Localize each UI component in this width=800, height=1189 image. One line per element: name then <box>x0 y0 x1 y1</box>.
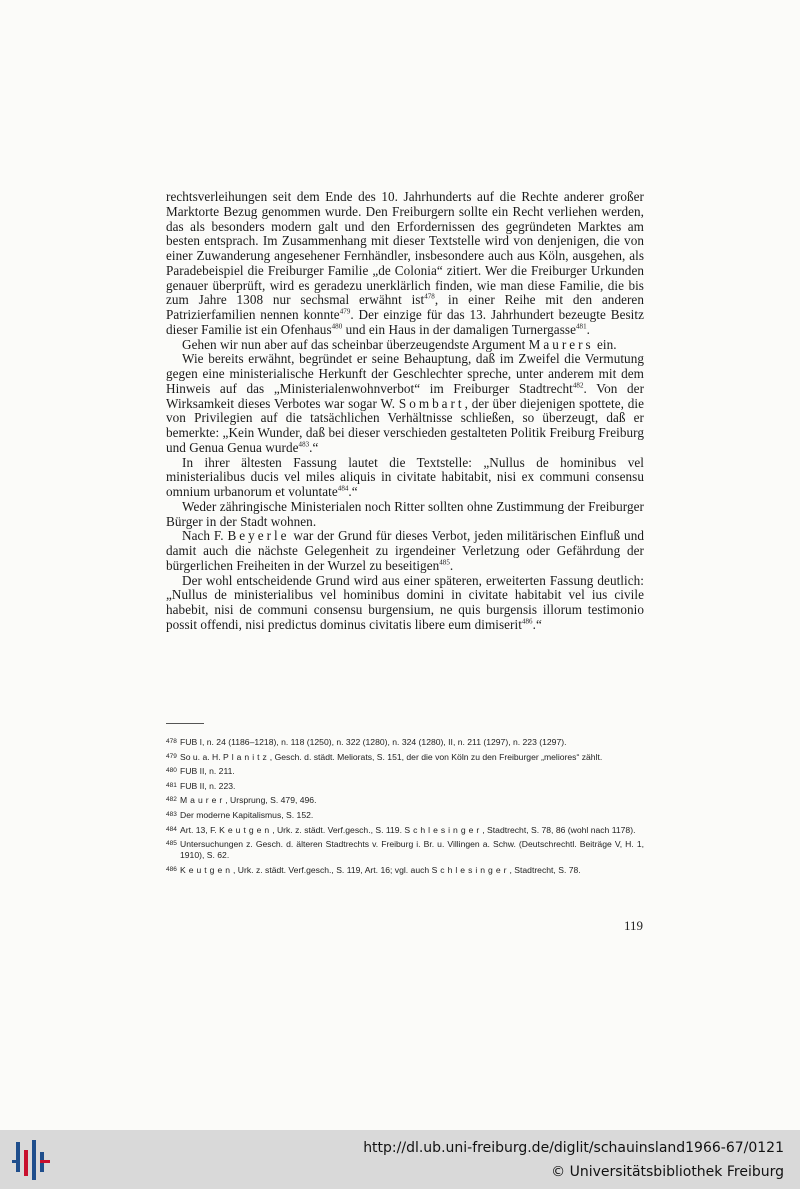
text-run: . <box>586 321 590 337</box>
footnote-reference[interactable]: 485 <box>439 558 450 567</box>
text-run: , in einer Reihe mit den anderen Patrizierfamilien nennen konnte <box>166 292 644 322</box>
viewer-footer-bar <box>0 1130 800 1189</box>
footnote-text <box>180 839 644 861</box>
text-run: war der Grund für dieses Verbot, jeden militärischen Einfluß und damit auch die nächste Gelegenheit zu irgendeiner Verletzung oder Gefährdung der bürgerlichen Freiheiten in der Wurzel zu beseitigen <box>166 528 644 573</box>
spaced-author-name: Keutgen <box>219 824 273 835</box>
text-run: .“ <box>532 616 542 632</box>
footnote-number: 481 <box>166 781 177 789</box>
footnote-item <box>166 781 644 792</box>
text-run: , Stadtrecht, S. 78, 86 (wohl nach 1178). <box>482 824 636 835</box>
footnote-item <box>166 737 644 748</box>
footnote-divider <box>166 723 204 724</box>
text-run: , Gesch. d. städt. Meliorats, S. 151, der die von Köln zu den Freiburger „meliores“ zählt. <box>269 751 603 762</box>
footnote-text <box>180 781 644 792</box>
footnote-text <box>180 737 644 748</box>
spaced-author-name: Sombart <box>398 395 465 411</box>
main-body-text <box>166 190 644 633</box>
text-run: , der über diejenigen spottete, die von Privilegien auf die tatsächlichen Verhältnisse schließen, so überzeugt, daß er bemerkte: „Kein Wunder, daß bei dieser verschieden gestalteten Politik Freiburg Freiburg und Genua Genua wurde <box>166 395 644 455</box>
text-run: , Urk. z. städt. Verf.gesch., S. 119. <box>272 824 405 835</box>
ub-freiburg-logo-icon[interactable] <box>10 1138 54 1182</box>
footnote-number: 485 <box>166 840 177 848</box>
text-run: Weder zähringische Ministerialen noch Ritter sollten ohne Zustimmung der Freiburger Bürger in der Stadt wohnen. <box>166 498 644 529</box>
footnotes-section <box>166 737 644 879</box>
body-paragraph <box>166 456 644 500</box>
text-run: . <box>449 557 454 573</box>
text-run: .“ <box>348 484 358 499</box>
footnote-text <box>180 810 644 821</box>
footnote-reference[interactable]: 483 <box>298 440 310 449</box>
footnote-text <box>180 825 644 836</box>
text-run: , Ursprung, S. 479, 496. <box>225 795 317 806</box>
footnote-number: 484 <box>166 825 177 833</box>
footnote-number: 486 <box>166 865 177 873</box>
footnote-reference[interactable]: 481 <box>575 322 587 331</box>
text-run: und ein Haus in der damaligen Turnergasse <box>342 321 576 337</box>
spaced-author-name: Maurer <box>180 795 226 806</box>
text-run: . Von der Wirksamkeit dieses Verbotes war sogar W. <box>166 380 645 411</box>
body-paragraph <box>166 529 644 573</box>
footnote-text <box>180 865 644 876</box>
footnote-item <box>166 766 644 777</box>
copyright-notice: © Universitätsbibliothek Freiburg <box>551 1164 784 1180</box>
text-run: In ihrer ältesten Fassung lautet die Textstelle: „Nullus de hominibus vel ministerialibus ducis vel miles aliquis in civitate habitabit, nisi ex communi consensu omnium urbanorum et voluntate <box>166 454 644 499</box>
text-run: So u. a. H. <box>180 751 223 762</box>
footnote-item <box>166 795 644 806</box>
text-run: .“ <box>309 439 319 455</box>
footnote-text <box>180 752 644 763</box>
footnote-number: 478 <box>166 738 177 745</box>
text-run: , Urk. z. städt. Verf.gesch., S. 119, Art. 16; vgl. auch <box>233 864 432 875</box>
footnote-reference[interactable]: 482 <box>572 381 584 390</box>
footnote-text <box>180 795 644 806</box>
spaced-author-name: Maurers <box>528 336 594 352</box>
body-paragraph <box>166 338 644 353</box>
footnote-reference[interactable]: 479 <box>339 307 351 316</box>
footnote-item <box>166 752 644 763</box>
text-run: ein. <box>593 336 617 352</box>
text-run: Art. 13, F. <box>180 824 220 835</box>
text-run: , Stadtrecht, S. 78. <box>509 864 581 875</box>
footnote-reference[interactable]: 480 <box>331 322 343 331</box>
body-paragraph <box>166 190 644 338</box>
text-run: FUB II, n. 223. <box>180 780 236 791</box>
text-run: FUB I, n. 24 (1186–1218), n. 118 (1250), n. 322 (1280), n. 324 (1280), II, n. 211 (1297), n. 223 (1297). <box>180 737 567 747</box>
footnote-item <box>166 825 644 836</box>
text-run: Wie bereits erwähnt, begründet er seine Behauptung, daß im Zweifel die Vermutung gegen eine ministerialische Herkunft der Geschlechter spreche, unter anderem mit dem Hinweis auf das „Ministerialenwohnverbot“ im Freiburger Stadtrecht <box>166 351 644 396</box>
spaced-author-name: Beyerle <box>227 528 290 544</box>
body-paragraph <box>166 352 644 455</box>
footnote-number: 483 <box>166 810 177 818</box>
footnote-number: 482 <box>166 796 177 804</box>
text-run: Untersuchungen z. Gesch. d. älteren Stadtrechts v. Freiburg i. Br. u. Villingen a. Schw. (Deutschrechtl. Beiträge V, H. 1, 1910), S. 62. <box>180 839 644 861</box>
footnote-reference[interactable]: 478 <box>424 292 435 301</box>
text-run: FUB II, n. 211. <box>180 766 235 777</box>
text-run: Der wohl entscheidende Grund wird aus einer späteren, erweiterten Fassung deutlich: „Nullus de ministerialibus vel hominibus domini in civitate habitabit vel ius civile habebit, nisi de communi consensu burgensium, ne quis burgensis illorum testimonio possit offendi, nisi predictus dominus civitatis libere eum dimiserit <box>166 572 644 632</box>
footnote-item <box>166 865 644 876</box>
text-run: . Der einzige für das 13. Jahrhundert bezeugte Besitz dieser Familie ist ein Ofenhaus <box>166 307 644 337</box>
text-run: rechtsverleihungen seit dem Ende des 10. Jahrhunderts auf die Rechte anderer großer Marktorte Bezug genommen wurde. Den Freiburgern sollte ein Recht verliehen werden, das als besonders modern galt und den Erfordernissen des gegründeten Marktes am besten entsprach. Im Zusammenhang mit dieser Textstelle wird von denjenigen, die von einer Zuwanderung angesehener Fernhändler, insbesondere auch aus Köln, ausgehen, als Paradebeispiel die Freiburger Familie „de Colonia“ zitiert. Wer die Freiburger Urkunden genauer überprüft, wird es geradezu unerklärlich finden, wie man diese Familie, die bis zum Jahre 1308 nur sechsmal erwähnt ist <box>166 189 644 308</box>
footnote-item <box>166 810 644 821</box>
footnote-reference[interactable]: 486 <box>521 617 533 626</box>
spaced-author-name: Schlesinger <box>404 824 483 835</box>
footnote-reference[interactable]: 484 <box>337 484 349 493</box>
footnote-item <box>166 839 644 861</box>
body-paragraph <box>166 574 644 633</box>
spaced-author-name: Keutgen <box>180 864 234 875</box>
text-run: Nach F. <box>182 528 228 544</box>
page-number: 119 <box>624 918 644 933</box>
footnote-number: 479 <box>166 752 177 760</box>
footnote-text <box>180 766 644 777</box>
permalink-url[interactable]: http://dl.ub.uni-freiburg.de/diglit/schauinsland1966-67/0121 <box>363 1140 784 1156</box>
spaced-author-name: Planitz <box>223 751 270 762</box>
footnote-number: 480 <box>166 767 177 775</box>
body-paragraph <box>166 500 644 530</box>
text-run: Der moderne Kapitalismus, S. 152. <box>180 809 314 820</box>
spaced-author-name: Schlesinger <box>431 864 510 875</box>
text-run: Gehen wir nun aber auf das scheinbar überzeugendste Argument <box>182 336 529 352</box>
